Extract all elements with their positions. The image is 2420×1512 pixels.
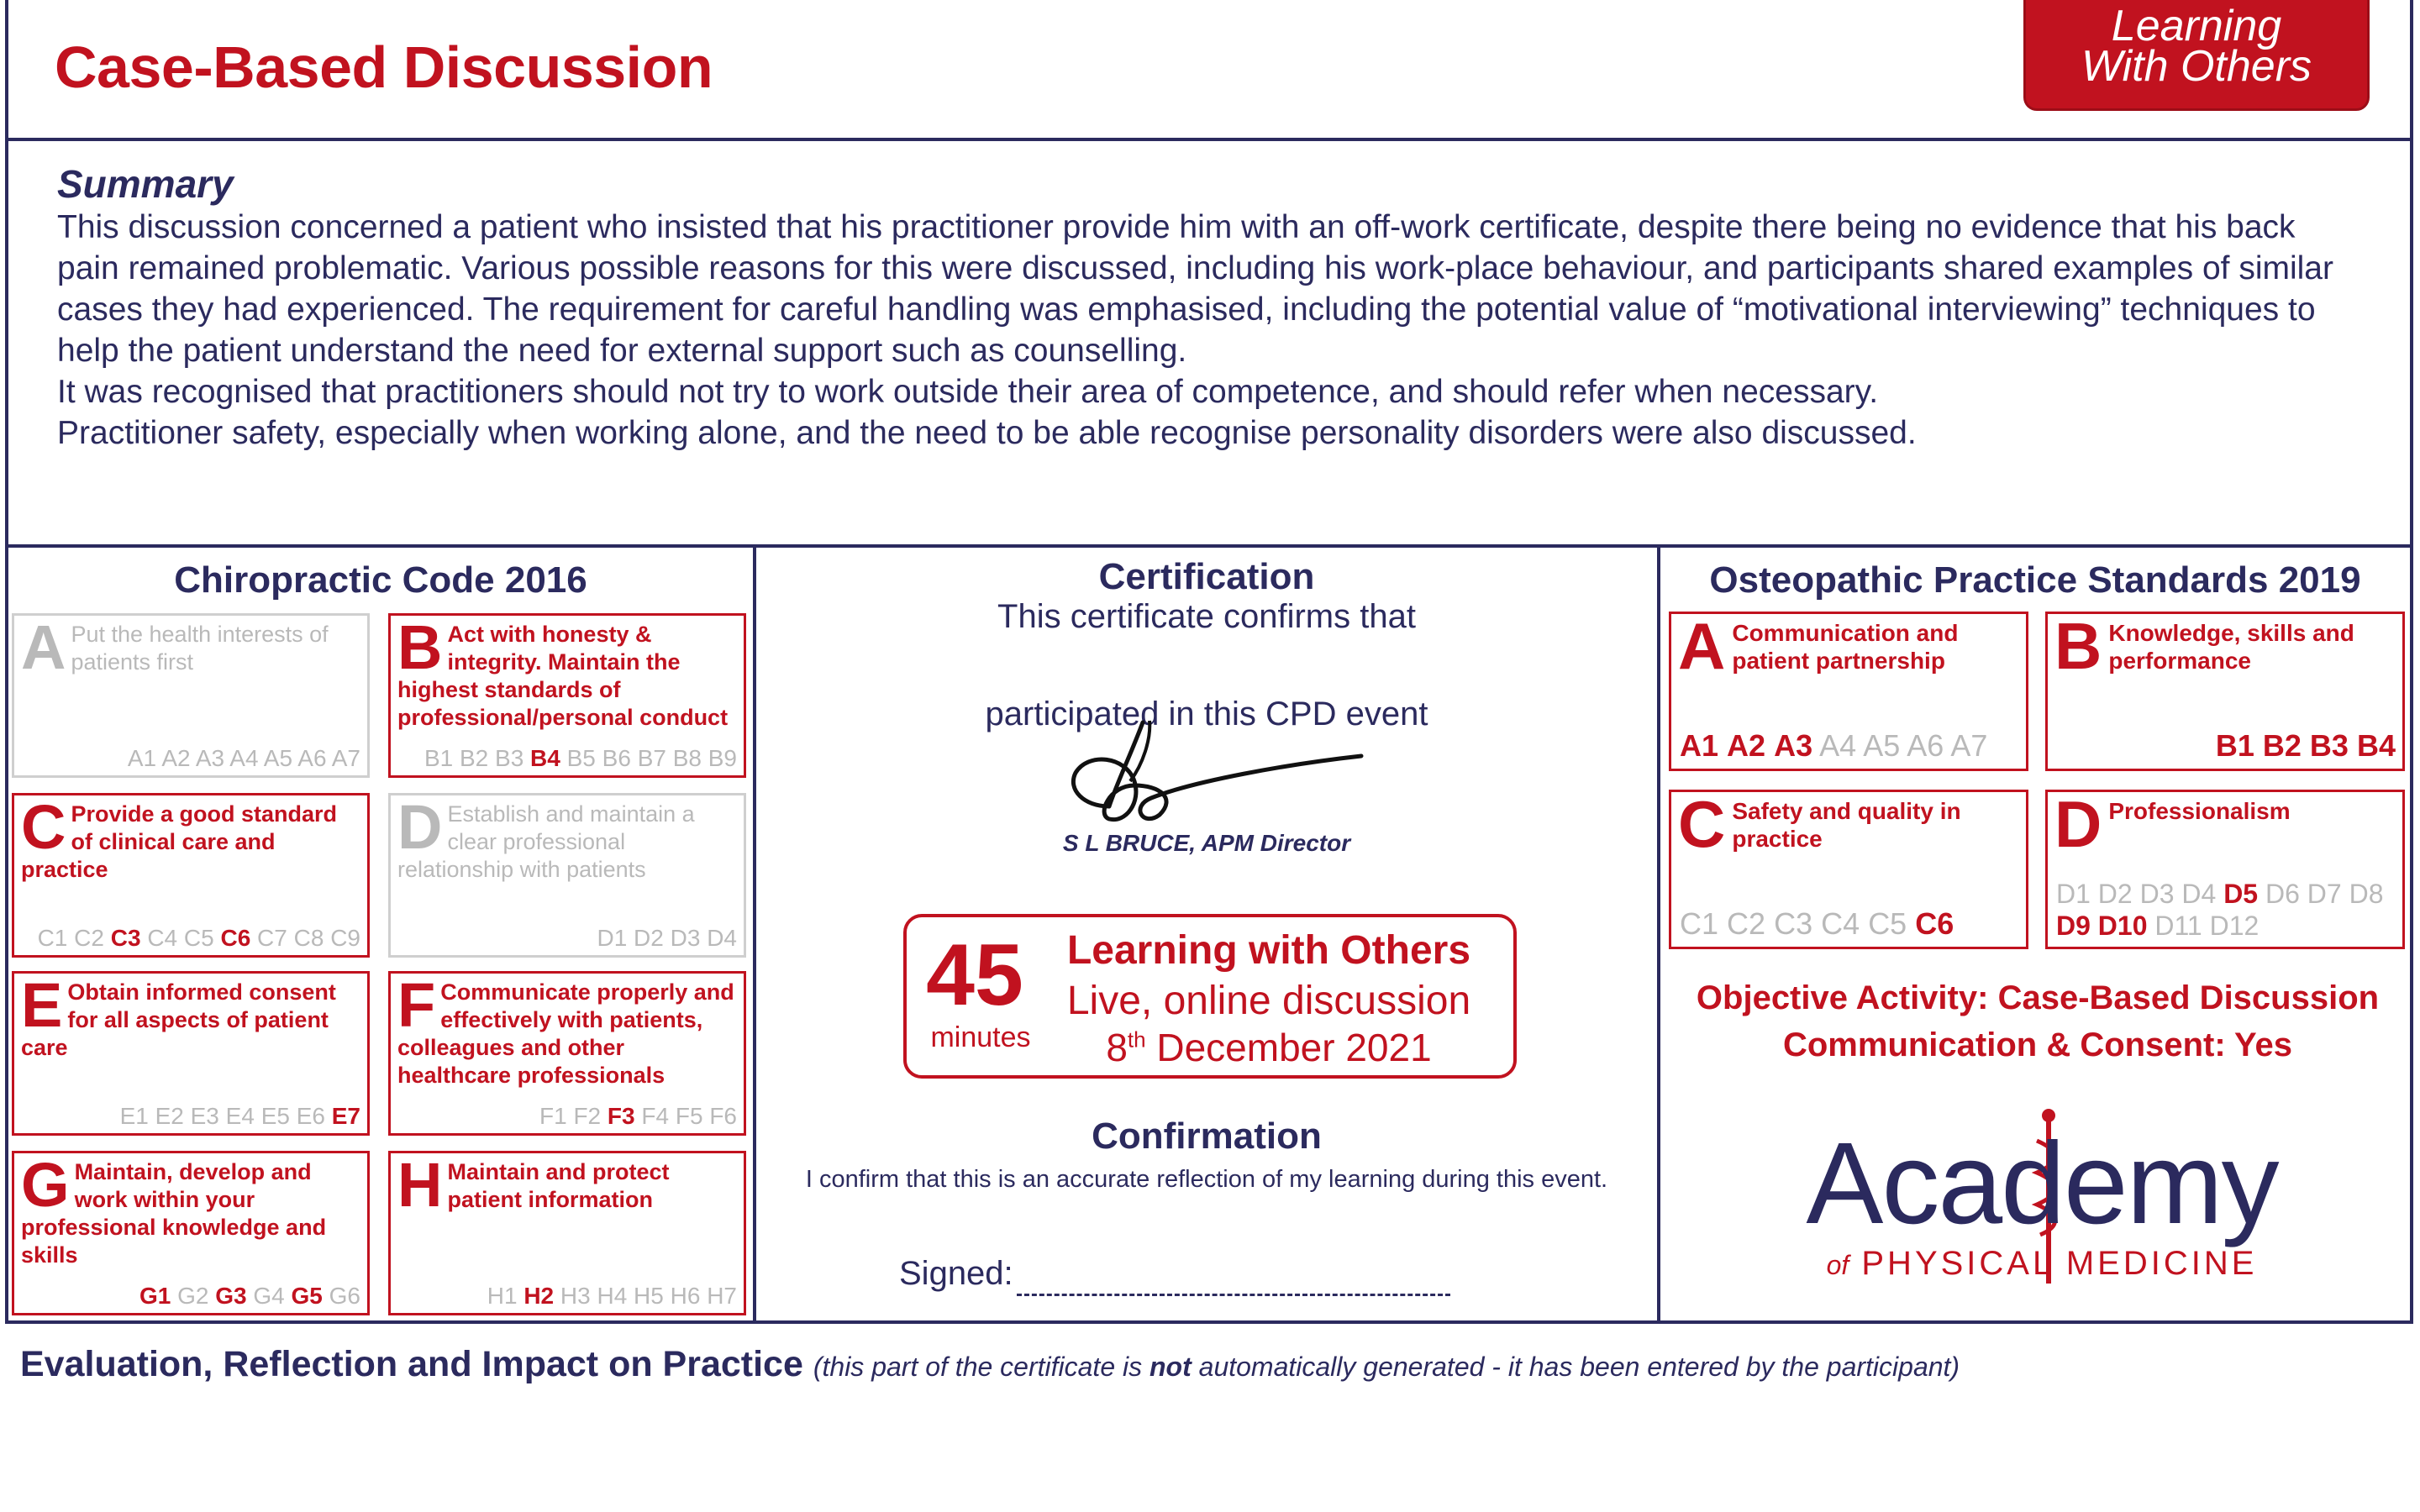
osteo-box-a (1669, 609, 2028, 771)
code-b8: B8 (672, 745, 702, 771)
evaluation-title: Evaluation, Reflection and Impact on Practice (20, 1344, 803, 1384)
chiro-box-codes (139, 1283, 360, 1310)
code-b7: B7 (637, 745, 666, 771)
code-c8: C8 (293, 925, 324, 951)
code-c4: C4 (1821, 906, 1860, 941)
code-e2: E2 (155, 1103, 184, 1129)
code-h4: H4 (597, 1283, 628, 1309)
chiro-box-c (12, 793, 370, 958)
code-c9: C9 (330, 925, 360, 951)
chiro-box-letter: G (21, 1150, 70, 1220)
code-f2: F2 (573, 1103, 602, 1129)
osteo-box-codes (1680, 906, 1954, 942)
osteo-box-c (1669, 787, 2028, 949)
signature-line[interactable] (1017, 1294, 1450, 1296)
logo-sub-text: PHYSICAL MEDICINE (1861, 1245, 2258, 1282)
code-e1: E1 (119, 1103, 149, 1129)
chiro-box-text: Obtain informed consent for all aspects of patient care (21, 979, 336, 1060)
chiro-box-codes (120, 1103, 360, 1130)
code-d4: D4 (2181, 879, 2217, 909)
osteo-box-b (2045, 609, 2405, 771)
code-a2: A2 (1727, 728, 1766, 763)
code-a5: A5 (263, 745, 293, 771)
code-g3: G3 (215, 1283, 247, 1309)
chiro-box-letter: H (397, 1150, 443, 1220)
objective-row (1672, 974, 2403, 1021)
code-c3: C3 (1774, 906, 1813, 941)
code-b1: B1 (2215, 728, 2254, 763)
code-d3: D3 (2139, 879, 2175, 909)
code-d6: D6 (2265, 879, 2300, 909)
chiro-box-text: Communicate properly and effectively with patients, colleagues and other healthcare professionals (397, 979, 734, 1088)
osteo-box-letter: C (1678, 787, 1726, 861)
osteo-box-text: Knowledge, skills and performance (2108, 620, 2354, 674)
code-a1: A1 (1680, 728, 1719, 763)
code-a2: A2 (161, 745, 191, 771)
frame-left (5, 0, 8, 1324)
code-h6: H6 (670, 1283, 701, 1309)
code-a7: A7 (331, 745, 360, 771)
chiro-box-letter: B (397, 612, 443, 682)
chiro-box-a (12, 613, 370, 778)
chiro-box-text: Put the health interests of patients first (71, 622, 329, 675)
code-b2: B2 (459, 745, 489, 771)
code-d3: D3 (670, 925, 701, 951)
code-b2: B2 (2262, 728, 2302, 763)
confirmation-heading: Confirmation (1092, 1116, 1322, 1157)
code-b4: B4 (530, 745, 560, 771)
evaluation-note (813, 1352, 1960, 1382)
bottom-divider (5, 1320, 2413, 1324)
code-a3: A3 (195, 745, 225, 771)
chiro-box-text: Provide a good standard of clinical care and practice (21, 801, 338, 882)
code-a5: A5 (1863, 728, 1901, 763)
chiro-box-b (388, 613, 746, 778)
cpd-minutes-label: minutes (930, 1021, 1031, 1053)
osteo-box-text: Professionalism (2108, 798, 2291, 824)
code-d2: D2 (634, 925, 664, 951)
code-d11: D11 (2154, 911, 2202, 941)
code-g5: G5 (291, 1283, 323, 1309)
chiro-box-codes (539, 1103, 737, 1130)
code-c1: C1 (1680, 906, 1719, 941)
code-f3: F3 (607, 1103, 635, 1129)
code-d5: D5 (2223, 879, 2259, 909)
osteo-heading: Osteopathic Practice Standards 2019 (1709, 559, 2361, 601)
chiro-box-letter: A (21, 612, 66, 682)
certification-heading: Certification (1098, 556, 1315, 597)
evaluation-note-bold: not (1150, 1352, 1192, 1382)
osteo-box-text: Safety and quality in practice (1732, 798, 1961, 852)
osteo-box-codes (2216, 728, 2396, 764)
code-e7: E7 (331, 1103, 360, 1129)
consent-label: Communication & Consent: (1782, 1026, 2226, 1063)
badge-line-2: With Others (2081, 42, 2312, 91)
summary-paragraph-2: It was recognised that practitioners should not try to work outside their area of competence, and should refer when necessary. (57, 374, 1879, 410)
osteo-box-letter: D (2054, 787, 2102, 861)
chiro-box-codes (597, 925, 737, 952)
chiro-box-codes (487, 1283, 737, 1310)
code-b3: B3 (495, 745, 524, 771)
chiro-box-text: Act with honesty & integrity. Maintain the highest standards of professional/personal conduct (397, 622, 729, 730)
code-e5: E5 (260, 1103, 290, 1129)
code-b4: B4 (2356, 728, 2396, 763)
column-divider-2 (1657, 544, 1660, 1324)
chiro-box-text: Establish and maintain a clear professional relationship with patients (397, 801, 695, 882)
code-c5: C5 (183, 925, 214, 951)
code-h1: H1 (487, 1283, 518, 1309)
objective-block (1672, 974, 2403, 1068)
confirmation-statement: I confirm that this is an accurate reflection of my learning during this event. (805, 1166, 1608, 1193)
code-c6: C6 (1915, 906, 1954, 941)
chiro-box-codes (128, 745, 360, 772)
cpd-event-date (1034, 1025, 1504, 1070)
evaluation-note-pre: (this part of the certificate is (813, 1352, 1150, 1382)
chiro-box-f (388, 971, 746, 1136)
code-f1: F1 (539, 1103, 567, 1129)
code-a6: A6 (1907, 728, 1944, 763)
evaluation-note-post: automatically generated - it has been entered by the participant) (1191, 1352, 1960, 1382)
code-b5: B5 (566, 745, 596, 771)
column-divider-1 (753, 544, 756, 1324)
header-divider (5, 138, 2413, 141)
osteo-box-letter: B (2054, 609, 2102, 683)
osteo-box-letter: A (1678, 609, 1726, 683)
chiro-box-letter: E (21, 970, 63, 1040)
summary-heading: Summary (57, 162, 234, 206)
code-b3: B3 (2309, 728, 2349, 763)
chiro-box-letter: D (397, 792, 443, 862)
code-d1: D1 (597, 925, 628, 951)
cpd-event-day-suffix: th (1127, 1026, 1146, 1053)
chiro-box-h (388, 1151, 746, 1315)
summary-paragraph-3: Practitioner safety, especially when working alone, and the need to be able recognise personality disorders were also discussed. (57, 415, 1917, 451)
code-d12: D12 (2209, 911, 2260, 941)
code-h5: H5 (634, 1283, 664, 1309)
cpd-event-month-year: December 2021 (1145, 1026, 1432, 1069)
code-b1: B1 (424, 745, 454, 771)
code-d2: D2 (2097, 879, 2133, 909)
chiro-heading: Chiropractic Code 2016 (174, 559, 587, 601)
chiro-box-codes (38, 925, 360, 952)
code-c7: C7 (257, 925, 287, 951)
consent-value: Yes (2234, 1026, 2293, 1063)
cpd-event-day: 8 (1106, 1026, 1128, 1069)
chiro-box-letter: C (21, 792, 66, 862)
code-h3: H3 (560, 1283, 591, 1309)
logo-subtitle (1773, 1245, 2311, 1283)
consent-row (1672, 1021, 2403, 1068)
frame-right (2410, 0, 2413, 1324)
code-f5: F5 (675, 1103, 703, 1129)
code-a4: A4 (229, 745, 259, 771)
learning-badge (2023, 0, 2370, 111)
cpd-minutes-value: 45 (926, 927, 1023, 1024)
certification-line-2: participated in this CPD event (985, 696, 1428, 732)
chiro-box-d (388, 793, 746, 958)
code-d8: D8 (2349, 879, 2384, 909)
osteo-box-codes (2056, 878, 2392, 942)
code-g4: G4 (253, 1283, 285, 1309)
certification-line-1: This certificate confirms that (997, 598, 1416, 635)
osteo-box-text: Communication and patient partnership (1732, 620, 1959, 674)
code-a1: A1 (127, 745, 157, 771)
code-b6: B6 (602, 745, 631, 771)
chiro-box-g (12, 1151, 370, 1315)
chiro-box-text: Maintain, develop and work within your professional knowledge and skills (21, 1159, 327, 1268)
code-c2: C2 (1727, 906, 1766, 941)
chiro-box-text: Maintain and protect patient information (447, 1159, 670, 1212)
director-signature (1050, 706, 1370, 840)
code-d10: D10 (2097, 911, 2148, 941)
code-f6: F6 (709, 1103, 737, 1129)
code-h2: H2 (523, 1283, 555, 1309)
code-a7: A7 (1950, 728, 1988, 763)
osteo-box-codes (1680, 728, 1987, 764)
chiro-box-e (12, 971, 370, 1136)
summary-divider (5, 544, 2413, 548)
osteo-box-d (2045, 787, 2405, 949)
objective-label: Objective Activity: (1696, 979, 1989, 1016)
code-d4: D4 (707, 925, 737, 951)
code-g1: G1 (139, 1283, 171, 1309)
code-g2: G2 (177, 1283, 209, 1309)
summary-body (57, 207, 2360, 454)
signatory-name: S L BRUCE, APM Director (1062, 830, 1351, 856)
page-title: Case-Based Discussion (55, 34, 713, 100)
logo-wordmark: Academy (1806, 1119, 2278, 1248)
code-f4: F4 (641, 1103, 670, 1129)
badge-line-1: Learning (2111, 2, 2282, 50)
code-c4: C4 (147, 925, 178, 951)
code-e6: E6 (296, 1103, 325, 1129)
code-b9: B9 (708, 745, 737, 771)
logo-of: of (1826, 1250, 1849, 1280)
chiro-box-codes (424, 745, 737, 772)
cpd-event-mode: Live, online discussion (1066, 979, 1471, 1023)
code-c5: C5 (1868, 906, 1907, 941)
objective-value: Case-Based Discussion (1997, 979, 2380, 1016)
code-a3: A3 (1774, 728, 1813, 763)
code-g6: G6 (329, 1283, 360, 1309)
code-d9: D9 (2056, 911, 2091, 941)
code-c2: C2 (74, 925, 104, 951)
code-a4: A4 (1819, 728, 1857, 763)
signed-label: Signed: (899, 1255, 1013, 1292)
code-e3: E3 (190, 1103, 219, 1129)
summary-paragraph-1: This discussion concerned a patient who insisted that his practitioner provide him with an off-work certificate, despite there being no evidence that his back pain remained problematic. Various possible reasons for this were discussed, including his work-place behaviour, and participants shared examples of similar cases they had experienced. The requirement for careful handling was emphasised, including the potential value of “motivational interviewing” techniques to help the patient understand the need for external support such as counselling. (57, 209, 2333, 369)
code-e4: E4 (225, 1103, 255, 1129)
code-d1: D1 (2056, 879, 2091, 909)
evaluation-heading (20, 1344, 1960, 1385)
code-c6: C6 (220, 925, 251, 951)
code-d7: D7 (2307, 879, 2342, 909)
chiro-box-letter: F (397, 970, 436, 1040)
cpd-event-type: Learning with Others (1066, 928, 1471, 973)
code-a6: A6 (297, 745, 327, 771)
code-c1: C1 (37, 925, 68, 951)
code-c3: C3 (110, 925, 141, 951)
code-h7: H7 (707, 1283, 737, 1309)
